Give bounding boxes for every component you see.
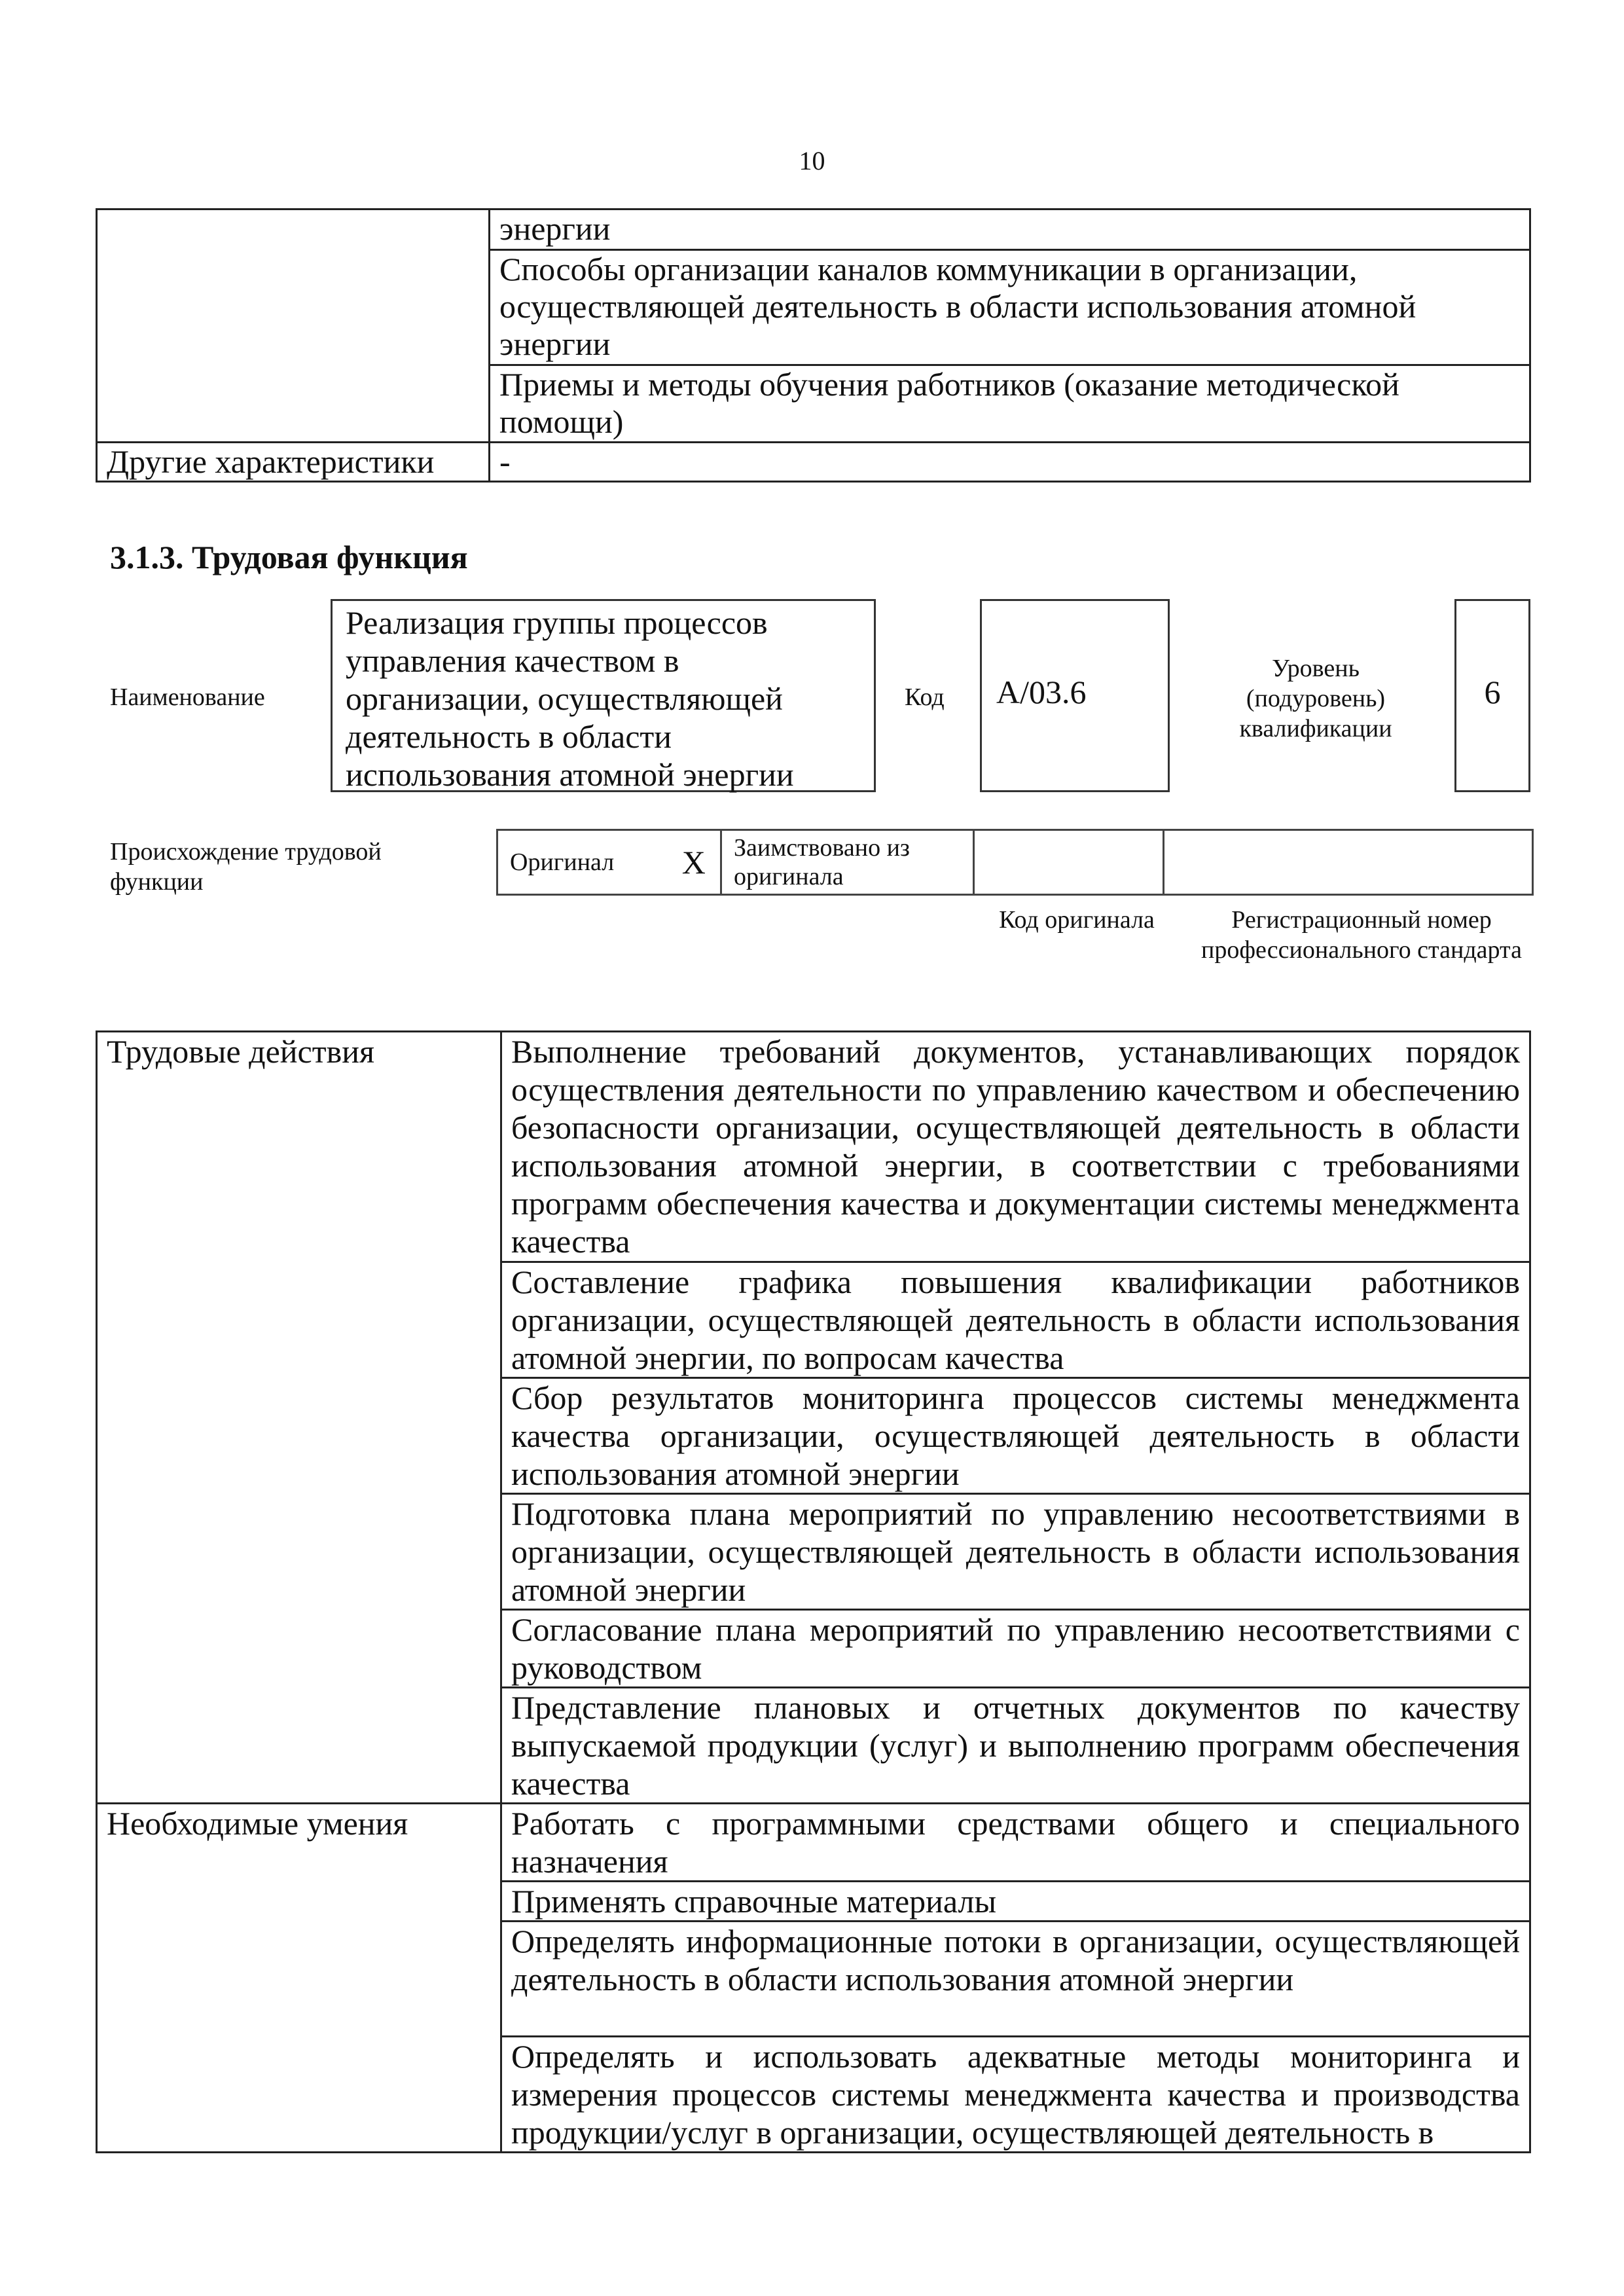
function-name-box: Реализация группы процессов управления качеством в организации, осуществляющей деятельность в области использования атомной энергии (331, 599, 876, 792)
labor-action: Выполнение требований документов, устанавливающих порядок осуществления деятельности по управлению качеством и обеспечению безопасности организации, осуществляющей деятельность в области использования атомной энергии, в соответствии с требованиями программ обеспечения качества и документации системы менеджмента качества (501, 1032, 1530, 1262)
skill: Определять и использовать адекватные методы мониторинга и измерения процессов системы менеджмента качества и производства продукции/услуг в организации, осуществляющей деятельность в (501, 2037, 1530, 2153)
labor-actions-label: Трудовые действия (97, 1032, 501, 1804)
page-number: 10 (799, 146, 825, 175)
other-characteristics-value: - (490, 443, 1530, 482)
section-heading: 3.1.3. Трудовая функция (110, 539, 468, 575)
skill: Применять справочные материалы (501, 1882, 1530, 1922)
labor-action: Подготовка плана мероприятий по управлению несоответствиями в организации, осуществляющей деятельность в области использования атомной энергии (501, 1494, 1530, 1610)
code-original-caption: Код оригинала (999, 906, 1155, 934)
registration-caption: Регистрационный номер профессионального стандарта (1201, 906, 1522, 964)
origin-label: Происхождение трудовой функции (110, 838, 382, 896)
main-table (96, 1030, 1531, 2153)
continuation-table (96, 208, 1531, 483)
level-label: Уровень (подуровень) квалификации (1239, 655, 1392, 742)
name-label: Наименование (110, 683, 265, 711)
registration-number-cell (1164, 830, 1533, 895)
original-code-cell (974, 830, 1164, 895)
original-label: Оригинал (497, 830, 668, 895)
empty-label-cell (97, 210, 490, 443)
labor-action: Сбор результатов мониторинга процессов системы менеджмента качества организации, осуществляющей деятельность в области использования атомной энергии (501, 1378, 1530, 1494)
function-code-box: A/03.6 (980, 599, 1170, 792)
code-label: Код (905, 683, 945, 711)
labor-action: Представление плановых и отчетных документов по качеству выпускаемой продукции (услуг) и выполнению программ обеспечения качества (501, 1688, 1530, 1804)
origin-table (496, 829, 1534, 896)
required-skills-label: Необходимые умения (97, 1804, 501, 2153)
knowledge-row: Способы организации каналов коммуникации в организации, осуществляющей деятельность в области использования атомной энергии (490, 250, 1530, 365)
original-mark: X (668, 830, 721, 895)
knowledge-row: Приемы и методы обучения работников (оказание методической помощи) (490, 365, 1530, 443)
skill: Работать с программными средствами общего и специального назначения (501, 1804, 1530, 1882)
labor-action: Согласование плана мероприятий по управлению несоответствиями с руководством (501, 1610, 1530, 1688)
skill: Определять информационные потоки в организации, осуществляющей деятельность в области использования атомной энергии (501, 1922, 1530, 2037)
level-value-box: 6 (1454, 599, 1530, 792)
other-characteristics-label: Другие характеристики (97, 443, 490, 482)
labor-action: Составление графика повышения квалификации работников организации, осуществляющей деятельность в области использования атомной энергии, по вопросам качества (501, 1262, 1530, 1378)
knowledge-row: энергии (490, 210, 1530, 250)
borrowed-label: Заимствовано из оригинала (721, 830, 974, 895)
